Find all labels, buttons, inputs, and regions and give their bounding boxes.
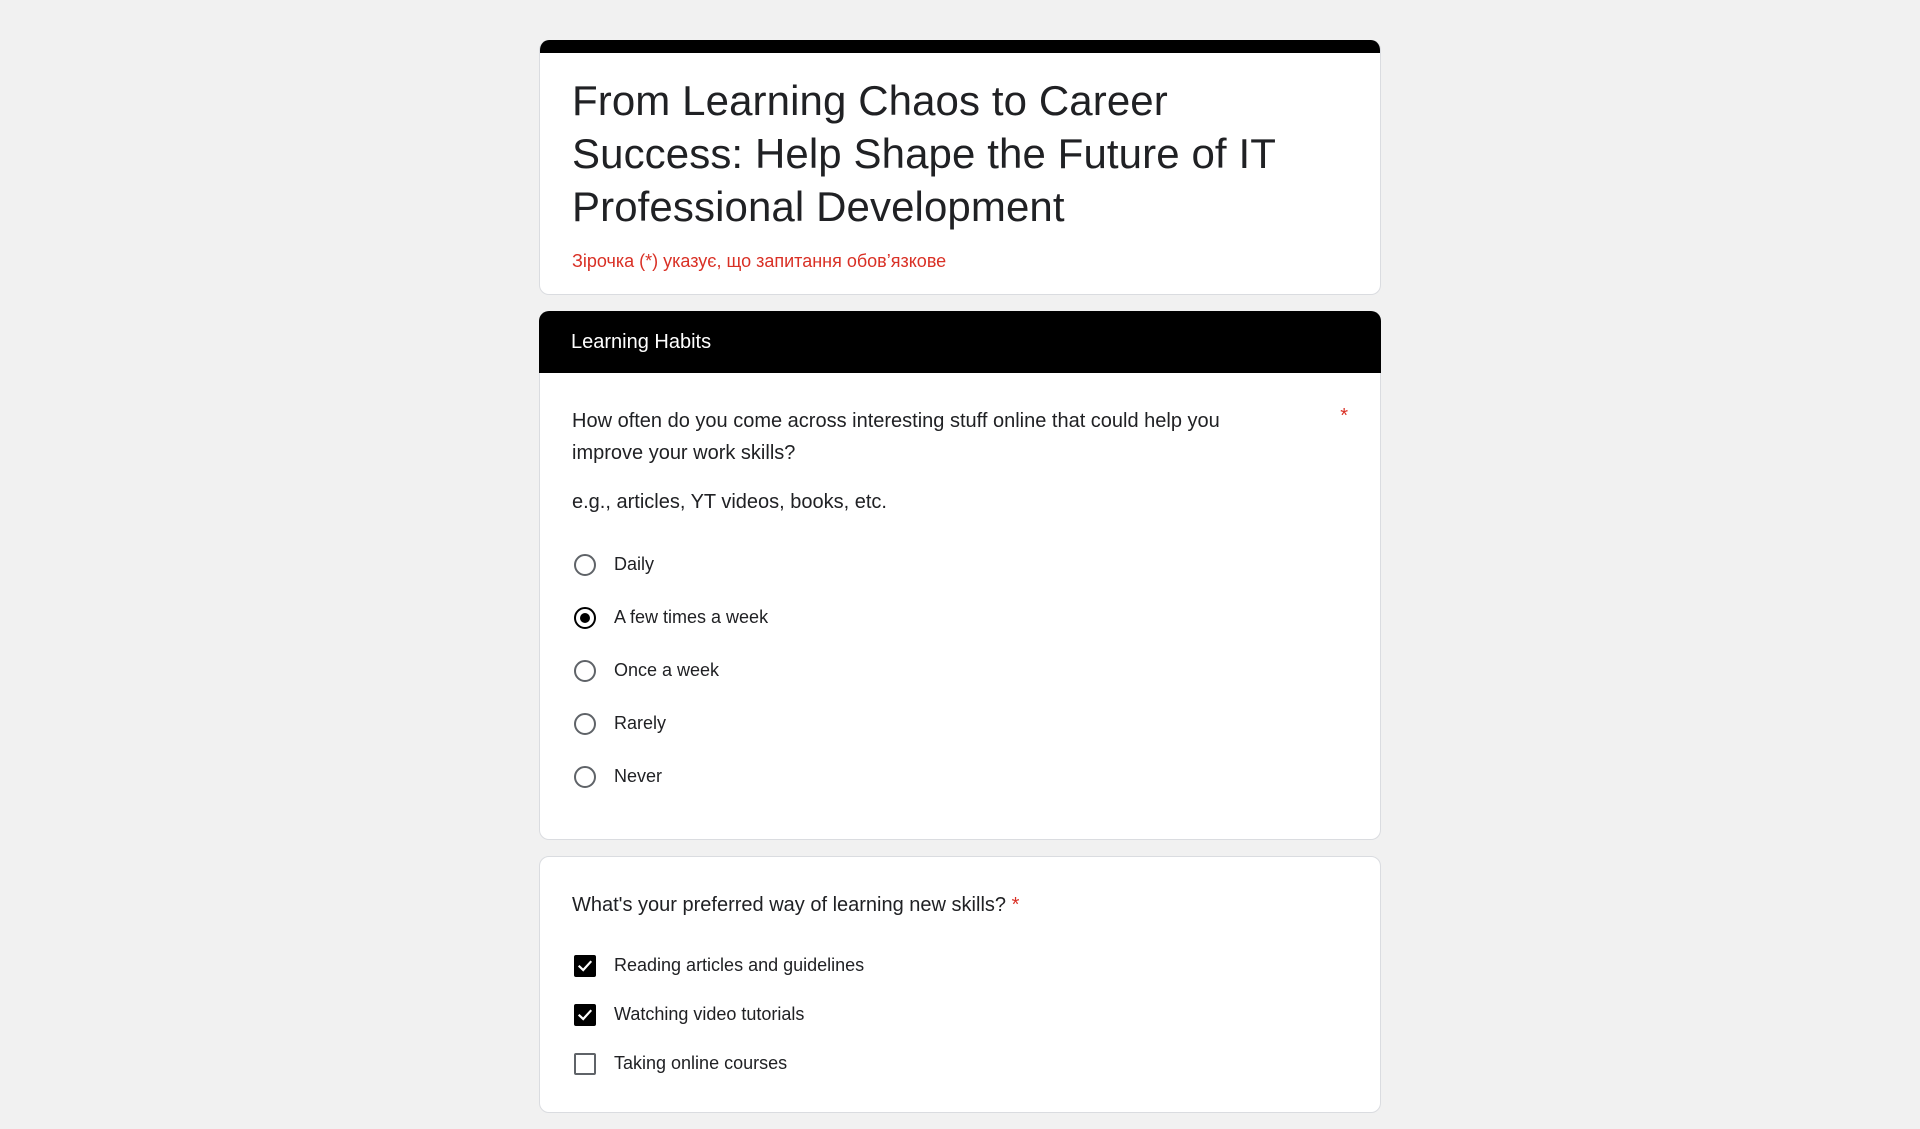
option-label: Daily — [614, 554, 655, 574]
question-title-text: What's your preferred way of learning new skills? — [572, 894, 1007, 916]
option-label: Rarely — [614, 713, 667, 733]
required-note: Зірочка (*) указує, що запитання обов’язкове — [572, 251, 947, 271]
option-label: A few times a week — [614, 607, 769, 627]
question-description: e.g., articles, YT videos, books, etc. — [572, 491, 887, 513]
form-title: From Learning Chaos to Career Success: Help Shape the Future of IT Professional Development — [572, 77, 1276, 230]
radio-group — [572, 538, 1348, 803]
radio-option-daily[interactable] — [572, 538, 1348, 591]
option-label: Watching video tutorials — [614, 1004, 805, 1024]
radio-option-once-week[interactable] — [572, 644, 1348, 697]
question-title — [572, 889, 1292, 921]
radio-button[interactable] — [574, 766, 596, 788]
option-label: Never — [614, 766, 663, 786]
checkmark-icon — [577, 958, 593, 974]
checkbox-checked[interactable] — [574, 955, 596, 977]
accent-bar — [540, 40, 1380, 53]
option-label: Reading articles and guidelines — [614, 955, 865, 975]
checkbox-checked[interactable] — [574, 1004, 596, 1026]
question-title: How often do you come across interesting stuff online that could help you improve your work skills? — [572, 410, 1220, 464]
section-title: Learning Habits — [539, 311, 1381, 373]
radio-option-never[interactable] — [572, 750, 1348, 803]
radio-button[interactable] — [574, 713, 596, 735]
form-column — [539, 40, 1381, 1129]
radio-button[interactable] — [574, 554, 596, 576]
section-learning-habits — [539, 311, 1381, 840]
form-header-card — [539, 40, 1381, 295]
option-label: Taking online courses — [614, 1053, 788, 1073]
radio-option-few-times-week[interactable] — [572, 591, 1348, 644]
question-card-frequency — [539, 373, 1381, 840]
checkbox-option-courses[interactable] — [572, 1039, 1348, 1088]
radio-option-rarely[interactable] — [572, 697, 1348, 750]
checkbox[interactable] — [574, 1053, 596, 1075]
checkmark-icon — [577, 1007, 593, 1023]
required-asterisk: * — [1340, 405, 1348, 427]
radio-button[interactable] — [574, 660, 596, 682]
checkbox-option-reading[interactable] — [572, 941, 1348, 990]
radio-button-selected[interactable] — [574, 607, 596, 629]
question-card-learning-way — [539, 856, 1381, 1113]
checkbox-option-video[interactable] — [572, 990, 1348, 1039]
required-asterisk: * — [1011, 894, 1020, 916]
option-label: Once a week — [614, 660, 720, 680]
checkbox-group — [572, 941, 1348, 1088]
